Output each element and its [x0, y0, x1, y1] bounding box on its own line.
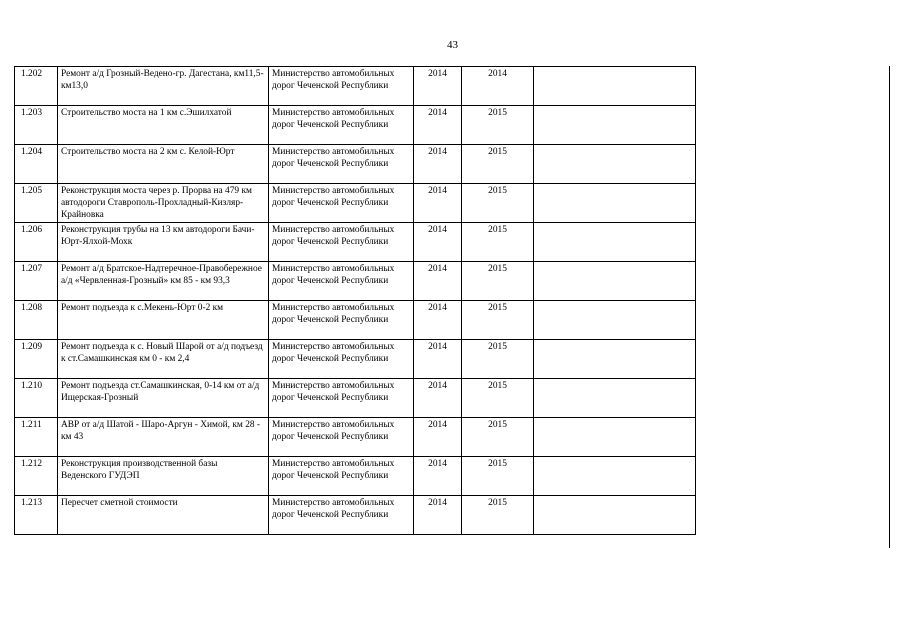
right-border-line	[889, 66, 890, 548]
table-row	[15, 496, 696, 535]
end-year-cell: 2015	[462, 145, 534, 184]
end-year-cell: 2015	[462, 106, 534, 145]
organization-cell: Министерство автомобильных дорог Чеченской Республики	[269, 379, 414, 418]
empty-cell	[534, 145, 696, 184]
program-table	[14, 66, 696, 535]
table-row	[15, 457, 696, 496]
organization-cell: Министерство автомобильных дорог Чеченской Республики	[269, 340, 414, 379]
start-year-cell: 2014	[414, 457, 462, 496]
empty-cell	[534, 223, 696, 262]
organization-cell: Министерство автомобильных дорог Чеченской Республики	[269, 457, 414, 496]
start-year-cell: 2014	[414, 67, 462, 106]
start-year-cell: 2014	[414, 301, 462, 340]
row-number-cell: 1.210	[15, 379, 58, 418]
project-name-cell: Ремонт подъезда ст.Самашкинская, 0-14 км от а/д Ищерская-Грозный	[58, 379, 269, 418]
empty-cell	[534, 67, 696, 106]
start-year-cell: 2014	[414, 106, 462, 145]
organization-cell: Министерство автомобильных дорог Чеченской Республики	[269, 496, 414, 535]
end-year-cell: 2015	[462, 340, 534, 379]
table-row	[15, 223, 696, 262]
end-year-cell: 2015	[462, 418, 534, 457]
row-number-cell: 1.205	[15, 184, 58, 223]
row-number-cell: 1.202	[15, 67, 58, 106]
row-number-cell: 1.211	[15, 418, 58, 457]
table-body	[15, 67, 696, 535]
row-number-cell: 1.203	[15, 106, 58, 145]
empty-cell	[534, 418, 696, 457]
table-row	[15, 262, 696, 301]
organization-cell: Министерство автомобильных дорог Чеченской Республики	[269, 145, 414, 184]
organization-cell: Министерство автомобильных дорог Чеченской Республики	[269, 106, 414, 145]
project-name-cell: Ремонт а/д Братское-Надтеречное-Правобережное а/д «Червленная-Грозный» км 85 - км 93,3	[58, 262, 269, 301]
project-name-cell: АВР от а/д Шатой - Шаро-Аргун - Химой, км 28 - км 43	[58, 418, 269, 457]
row-number-cell: 1.206	[15, 223, 58, 262]
empty-cell	[534, 340, 696, 379]
project-name-cell: Ремонт а/д Грозный-Ведено-гр. Дагестана, км11,5-км13,0	[58, 67, 269, 106]
organization-cell: Министерство автомобильных дорог Чеченской Республики	[269, 262, 414, 301]
table-row	[15, 379, 696, 418]
project-name-cell: Ремонт подъезда к с.Мекень-Юрт 0-2 км	[58, 301, 269, 340]
table-row	[15, 184, 696, 223]
end-year-cell: 2015	[462, 379, 534, 418]
start-year-cell: 2014	[414, 262, 462, 301]
end-year-cell: 2015	[462, 301, 534, 340]
row-number-cell: 1.213	[15, 496, 58, 535]
empty-cell	[534, 184, 696, 223]
project-name-cell: Реконструкция производственной базы Веденского ГУДЭП	[58, 457, 269, 496]
organization-cell: Министерство автомобильных дорог Чеченской Республики	[269, 184, 414, 223]
row-number-cell: 1.209	[15, 340, 58, 379]
empty-cell	[534, 301, 696, 340]
empty-cell	[534, 106, 696, 145]
end-year-cell: 2015	[462, 496, 534, 535]
end-year-cell: 2015	[462, 262, 534, 301]
project-name-cell: Строительство моста на 1 км с.Эшилхатой	[58, 106, 269, 145]
empty-cell	[534, 379, 696, 418]
start-year-cell: 2014	[414, 223, 462, 262]
table-row	[15, 67, 696, 106]
project-name-cell: Реконструкция моста через р. Прорва на 479 км автодороги Ставрополь-Прохладный-Кизляр-Крайновка	[58, 184, 269, 223]
organization-cell: Министерство автомобильных дорог Чеченской Республики	[269, 301, 414, 340]
start-year-cell: 2014	[414, 340, 462, 379]
end-year-cell: 2015	[462, 184, 534, 223]
start-year-cell: 2014	[414, 379, 462, 418]
organization-cell: Министерство автомобильных дорог Чеченской Республики	[269, 67, 414, 106]
project-name-cell: Ремонт подъезда к с. Новый Шарой от а/д подъезд к ст.Самашкинская км 0 - км 2,4	[58, 340, 269, 379]
table-row	[15, 340, 696, 379]
empty-cell	[534, 496, 696, 535]
start-year-cell: 2014	[414, 145, 462, 184]
project-name-cell: Пересчет сметной стоимости	[58, 496, 269, 535]
page-number: 43	[447, 39, 458, 51]
table-row	[15, 145, 696, 184]
start-year-cell: 2014	[414, 184, 462, 223]
organization-cell: Министерство автомобильных дорог Чеченской Республики	[269, 418, 414, 457]
start-year-cell: 2014	[414, 496, 462, 535]
start-year-cell: 2014	[414, 418, 462, 457]
row-number-cell: 1.208	[15, 301, 58, 340]
end-year-cell: 2015	[462, 457, 534, 496]
end-year-cell: 2015	[462, 223, 534, 262]
row-number-cell: 1.207	[15, 262, 58, 301]
project-name-cell: Реконструкция трубы на 13 км автодороги Бачи-Юрт-Ялхой-Мохк	[58, 223, 269, 262]
organization-cell: Министерство автомобильных дорог Чеченской Республики	[269, 223, 414, 262]
end-year-cell: 2014	[462, 67, 534, 106]
empty-cell	[534, 457, 696, 496]
table-row	[15, 301, 696, 340]
table-row	[15, 418, 696, 457]
project-name-cell: Строительство моста на 2 км с. Келой-Юрт	[58, 145, 269, 184]
empty-cell	[534, 262, 696, 301]
row-number-cell: 1.204	[15, 145, 58, 184]
table-row	[15, 106, 696, 145]
row-number-cell: 1.212	[15, 457, 58, 496]
